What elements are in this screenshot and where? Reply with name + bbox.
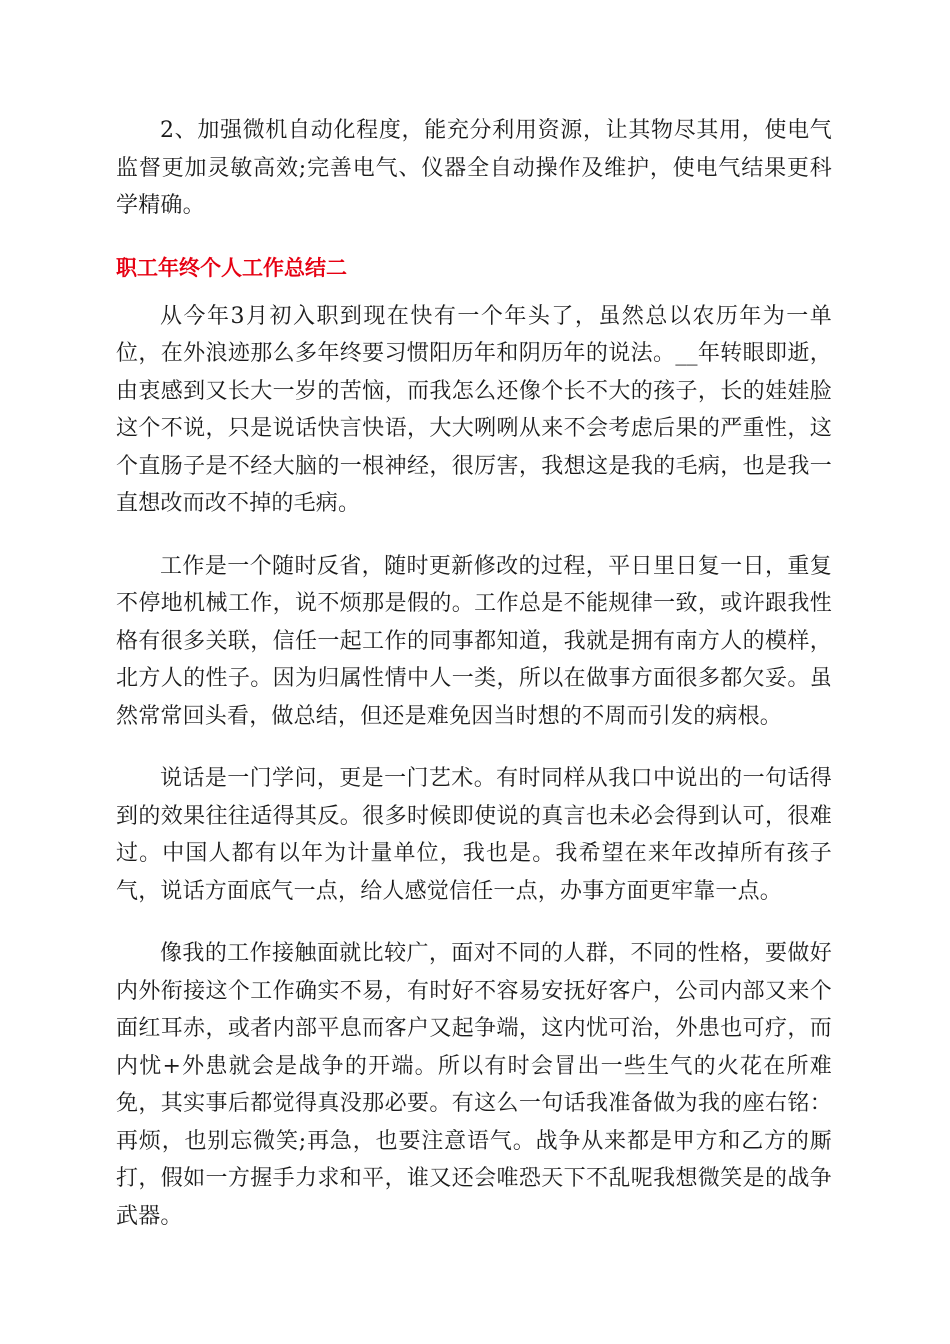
body-paragraph-3: 说话是一门学问，更是一门艺术。有时同样从我口中说出的一句话得到的效果往往适得其反。很多时候即使说的真言也未必会得到认可，很难过。中国人都有以年为计量单位，我也是。我希望在来年改掉所有孩子气，说话方面底气一点，给人感觉信任一点，办事方面更牢靠一点。 xyxy=(116,766,832,904)
intro-paragraph: 2、加强微机自动化程度，能充分利用资源，让其物尽其用，使电气监督更加灵敏高效;完善电气、仪器全自动操作及维护，使电气结果更科学精确。 xyxy=(116,118,832,218)
body-paragraph-2: 工作是一个随时反省，随时更新修改的过程，平日里日复一日，重复不停地机械工作，说不烦那是假的。工作总是不能规律一致，或许跟我性格有很多关联，信任一起工作的同事都知道，我就是拥有南方人的模样，北方人的性子。因为归属性情中人一类，所以在做事方面很多都欠妥。虽然常常回头看，做总结，但还是难免因当时想的不周而引发的病根。 xyxy=(116,553,832,729)
body-paragraph-4: 像我的工作接触面就比较广，面对不同的人群，不同的性格，要做好内外衔接这个工作确实不易，有时好不容易安抚好客户，公司内部又来个面红耳赤，或者内部平息而客户又起争端，这内忧可治，外患也可疗，而内忧+外患就会是战争的开端。所以有时会冒出一些生气的火花在所难免，其实事后都觉得真没那必要。有这么一句话我准备做为我的座右铭：再烦，也别忘微笑;再急，也要注意语气。战争从来都是甲方和乙方的厮打，假如一方握手力求和平，谁又还会唯恐天下不乱呢我想微笑是的战争武器。 xyxy=(116,941,832,1229)
section-heading: 职工年终个人工作总结二 xyxy=(116,255,347,280)
body-paragraph-1: 从今年3月初入职到现在快有一个年头了，虽然总以农历年为一单位，在外浪迹那么多年终要习惯阳历年和阴历年的说法。__年转眼即逝，由衷感到又长大一岁的苦恼，而我怎么还像个长不大的孩子，长的娃娃脸这个不说，只是说话快言快语，大大咧咧从来不会考虑后果的严重性，这个直肠子是不经大脑的一根神经，很厉害，我想这是我的毛病，也是我一直想改而改不掉的毛病。 xyxy=(116,303,832,516)
document-body xyxy=(116,112,832,1260)
